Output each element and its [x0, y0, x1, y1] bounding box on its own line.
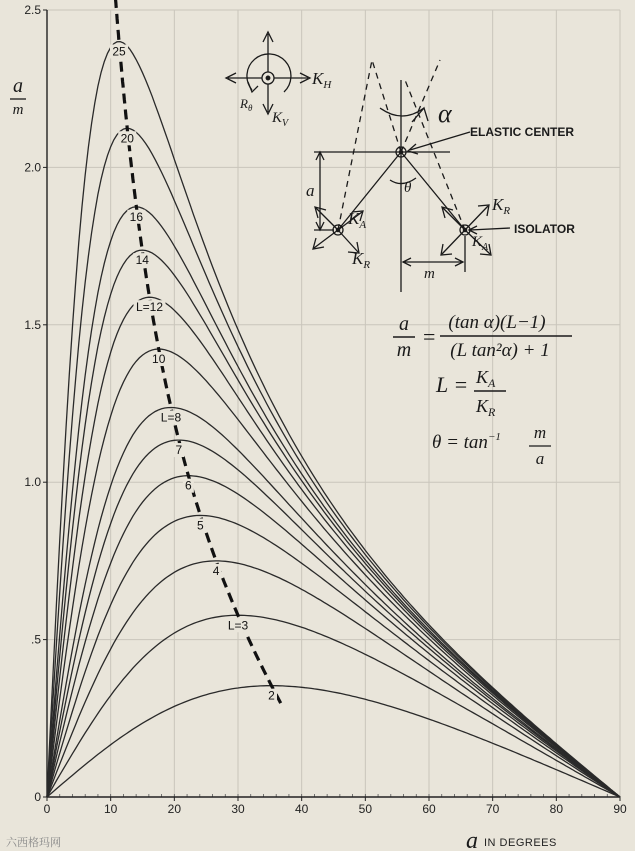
x-axis-label-text: IN DEGREES: [484, 837, 557, 849]
curve-label-L-6: 6: [185, 478, 192, 493]
y-axis-label-den: m: [12, 102, 24, 118]
curve-L-7: [47, 440, 620, 797]
watermark: 六西格玛网: [6, 837, 61, 849]
formula-rhs-den: (L tan²α) + 1: [450, 340, 550, 361]
formula-theta-den: a: [535, 449, 545, 468]
y-tick-label: 2.0: [24, 160, 41, 175]
m-dimension-label: m: [424, 266, 435, 282]
k-a-left-label: $K_A$: [348, 209, 367, 231]
curve-L-3: [47, 615, 620, 797]
curve-label-L-14: 14: [135, 253, 149, 268]
y-axis-label-num: a: [13, 75, 23, 97]
formula-rhs-num: (tan α)(L−1): [448, 312, 546, 333]
alpha-label: α: [438, 99, 452, 128]
curve-label-L-3: L=3: [227, 618, 249, 633]
x-tick-label: 10: [103, 802, 118, 816]
formula-main: [393, 312, 572, 361]
x-tick-label: 90: [613, 802, 627, 816]
curve-label-L-20: 20: [120, 131, 134, 146]
curve-label-L-12: L=12: [136, 300, 164, 315]
x-tick-label: 60: [422, 802, 436, 816]
curves: [47, 0, 620, 797]
isolator-label: ISOLATOR: [514, 222, 575, 236]
elastic-center-label: ELASTIC CENTER: [470, 125, 575, 139]
x-tick-label: 40: [294, 802, 309, 816]
curve-L-16: [47, 207, 620, 797]
formula-theta: [432, 423, 551, 468]
curve-label-L-8: L=8: [160, 410, 182, 425]
curve-L-5: [47, 515, 620, 797]
formula-theta-num: m: [533, 423, 547, 442]
formula-l-def: L =: [436, 372, 469, 397]
svg-text:=: =: [423, 324, 436, 349]
a-dimension-label: a: [306, 181, 315, 200]
y-tick-label: 0: [34, 790, 41, 804]
curve-label-L-7: 7: [175, 443, 183, 458]
x-tick-label: 0: [43, 802, 51, 816]
curve-label-L-4: 4: [212, 563, 220, 578]
x-tick-label: 20: [167, 802, 182, 816]
formula-l-den: $K_R$: [476, 396, 496, 419]
x-axis-label: [466, 828, 557, 851]
k-h-label: $K_H$: [312, 69, 332, 91]
formula-theta-def: $\theta = \tan^{-1}$: [432, 431, 501, 453]
k-r-right-label: $K_R$: [492, 195, 511, 217]
formula-lhs-den: m: [396, 339, 412, 361]
force-symbol: [226, 32, 310, 114]
curve-label-L-10: 10: [152, 352, 166, 367]
x-axis-label-symbol: a: [466, 828, 478, 851]
x-tick-label: 30: [231, 802, 245, 816]
elastic-center-diagram: [226, 32, 510, 292]
r-theta-label: $R_\theta$: [240, 96, 253, 113]
y-tick-label: .5: [30, 632, 41, 647]
curve-label-L-5: 5: [197, 518, 204, 533]
theta-label: θ: [404, 180, 412, 196]
y-axis-label: [10, 75, 26, 118]
formula-l: [435, 367, 506, 419]
formula-lhs-num: a: [399, 313, 409, 335]
y-tick-label: 1.5: [24, 317, 41, 332]
curve-label-L-2: 2: [268, 688, 275, 703]
curve-label-L-25: 25: [112, 44, 126, 59]
curve-label-L-16: 16: [129, 209, 144, 224]
y-tick-label: 1.0: [24, 475, 41, 490]
curve-L-8: [47, 408, 620, 798]
k-v-label: $K_V$: [272, 110, 289, 129]
maxima-locus: [115, 0, 281, 703]
x-tick-label: 50: [358, 802, 373, 816]
y-tick-label: 2.5: [24, 3, 41, 17]
x-tick-label: 80: [549, 802, 564, 816]
k-a-right-label: $K_A$: [472, 234, 489, 253]
curve-labels: [110, 44, 277, 702]
curve-L-12: [47, 297, 620, 797]
formula-l-num: $K_A$: [476, 367, 496, 390]
x-tick-label: 70: [485, 802, 500, 816]
curve-L-4: [47, 561, 620, 797]
k-r-left-label: $K_R$: [352, 249, 371, 271]
curve-L-25: [47, 42, 620, 797]
